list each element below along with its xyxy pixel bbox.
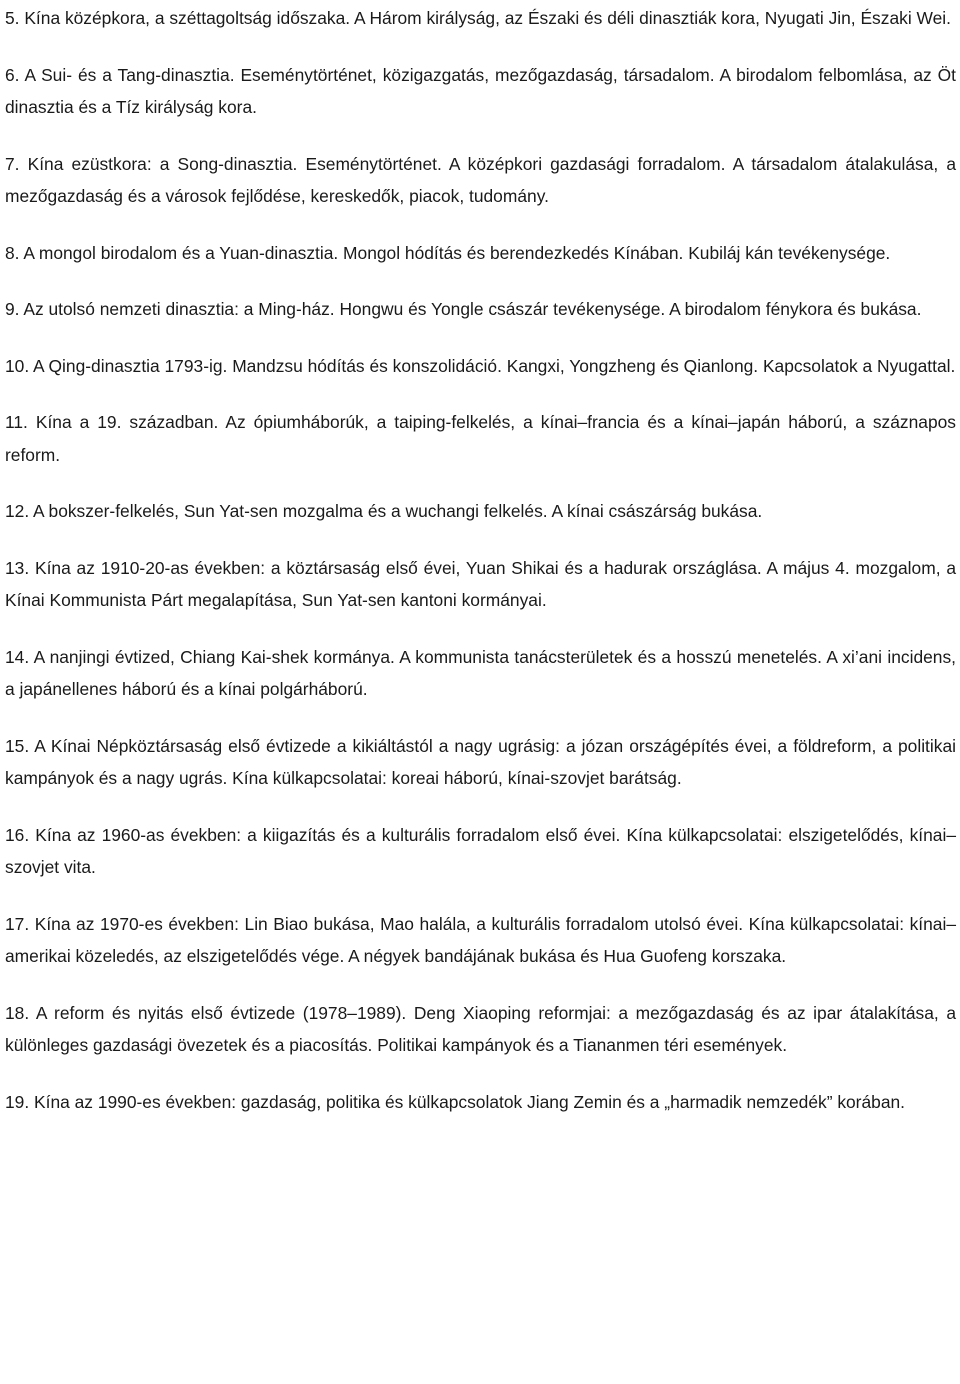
topic-item-19: 19. Kína az 1990-es években: gazdaság, politika és külkapcsolatok Jiang Zemin és a „harmadik nemzedék” korában. bbox=[5, 1091, 905, 1112]
topic-item-15: 15. A Kínai Népköztársaság első évtizede a kikiáltástól a nagy ugrásig: a józan országépítés évei, a földreform, a politikai kampányok és a nagy ugrás. Kína külkapcsolatai: koreai háború, kínai-szovjet barátság. bbox=[5, 735, 956, 788]
topic-item-5: 5. Kína középkora, a széttagoltság időszaka. A Három királyság, az Északi és déli dinasztiák kora, Nyugati Jin, Északi Wei. bbox=[5, 8, 951, 28]
topic-item-8: 8. A mongol birodalom és a Yuan-dinasztia. Mongol hódítás és berendezkedés Kínában. Kubiláj kán tevékenysége. bbox=[5, 242, 891, 263]
topic-item-13: 13. Kína az 1910-20-as években: a köztársaság első évei, Yuan Shikai és a hadurak országlása. A május 4. mozgalom, a Kínai Kommunista Párt megalapítása, Sun Yat-sen kantoni kormányai. bbox=[5, 557, 956, 610]
topic-item-17: 17. Kína az 1970-es években: Lin Biao bukása, Mao halála, a kulturális forradalom utolsó évei. Kína külkapcsolatai: kínai–amerikai közeledés, az elszigetelődés vége. A négyek bandájának bukása és Hua Guofeng korszaka. bbox=[5, 913, 956, 966]
topic-item-9: 9. Az utolsó nemzeti dinasztia: a Ming-ház. Hongwu és Yongle császár tevékenysége. A birodalom fénykora és bukása. bbox=[5, 299, 922, 319]
topic-item-6: 6. A Sui- és a Tang-dinasztia. Eseménytörténet, közigazgatás, mezőgazdaság, társadalom. A birodalom felbomlása, az Öt dinasztia és a Tíz királyság kora. bbox=[5, 64, 956, 117]
topic-item-16: 16. Kína az 1960-as években: a kiigazítás és a kulturális forradalom első évei. Kína külkapcsolatai: elszigetelődés, kínai–szovjet vita. bbox=[5, 824, 956, 877]
topic-item-11: 11. Kína a 19. században. Az ópiumháborúk, a taiping-felkelés, a kínai–francia és a kínai–japán háború, a száznapos reform. bbox=[5, 412, 956, 465]
topic-item-7: 7. Kína ezüstkora: a Song-dinasztia. Eseménytörténet. A középkori gazdasági forradalom. A társadalom átalakulása, a mezőgazdaság és a városok fejlődése, kereskedők, piacok, tudomány. bbox=[5, 153, 956, 206]
topic-item-18: 18. A reform és nyitás első évtizede (1978–1989). Deng Xiaoping reformjai: a mezőgazdaság és az ipar átalakítása, a különleges gazdasági övezetek és a piacosítás. Politikai kampányok és a Tiananmen téri események. bbox=[5, 1002, 956, 1055]
topic-item-12: 12. A bokszer-felkelés, Sun Yat-sen mozgalma és a wuchangi felkelés. A kínai császárság bukása. bbox=[5, 501, 763, 521]
topic-item-14: 14. A nanjingi évtized, Chiang Kai-shek kormánya. A kommunista tanácsterületek és a hosszú menetelés. A xi’ani incidens, a japánellenes háború és a kínai polgárháború. bbox=[5, 646, 956, 699]
topic-item-10: 10. A Qing-dinasztia 1793-ig. Mandzsu hódítás és konszolidáció. Kangxi, Yongzheng és Qianlong. Kapcsolatok a Nyugattal. bbox=[5, 355, 956, 376]
